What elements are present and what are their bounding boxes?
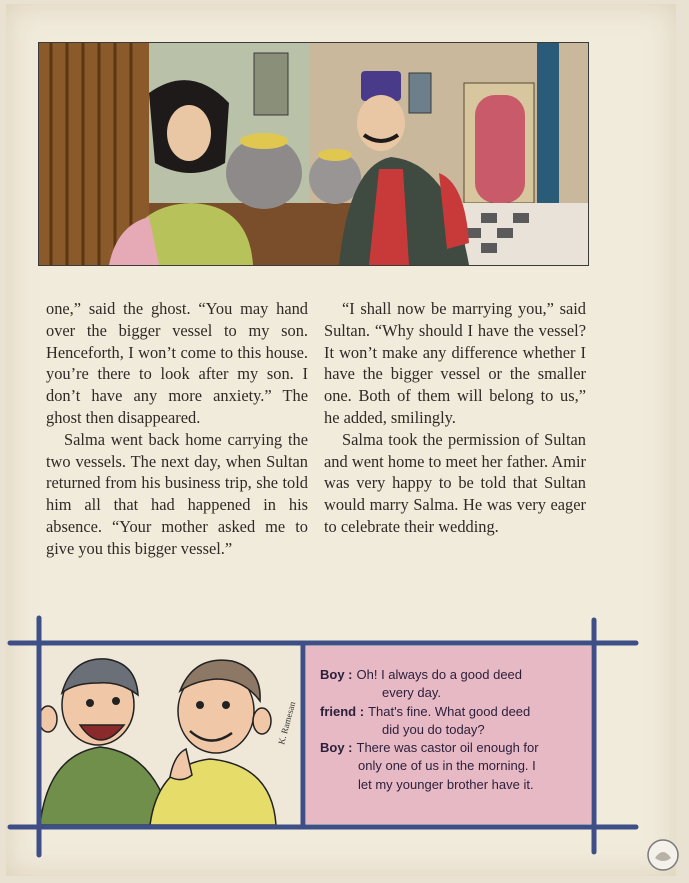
joke-cartoon [40, 645, 302, 825]
story-illustration [38, 42, 589, 266]
joke-line [320, 666, 585, 684]
joke-dialogue: every day. [382, 685, 442, 701]
joke-dialogue: Oh! I always do a good deed [356, 667, 523, 682]
joke-box [306, 646, 591, 824]
joke-speaker: Boy : [320, 667, 353, 682]
story-paragraph: Salma went back home carrying the two vessels. The next day, when Sultan returned from his business trip, she told him all that had happened in his absence. “Your mother asked me to give you this bigger vessel.” [46, 429, 308, 558]
joke-line [320, 703, 585, 721]
joke-speaker: friend : [320, 703, 365, 719]
joke-line [320, 739, 585, 757]
story-column-right [324, 298, 586, 538]
joke-dialogue: There was castor oil enough for [356, 740, 539, 756]
story-column-left [46, 298, 308, 560]
joke-dialogue: did you do today? [382, 721, 485, 737]
joke-dialogue: only one of us in the morning. I [358, 758, 536, 774]
illustration-art [39, 43, 588, 265]
joke-dialogue: let my younger brother have it. [358, 776, 534, 792]
story-paragraph: “I shall now be marrying you,” said Sultan. “Why should I have the vessel? It won’t make any difference whether I have the bigger vessel or the smaller one. Both of them will belong to us,” he added, smilingly. [324, 299, 586, 427]
joke-speaker: Boy : [320, 740, 353, 756]
joke-text [320, 666, 585, 794]
page-badge-icon [646, 838, 680, 872]
story-paragraph: one,” said the ghost. “You may hand over the bigger vessel to my son. Henceforth, I won’t come to this house. you’re there to look after my son. I don’t have any more anxiety.” The ghost then disappeared. [46, 299, 308, 427]
cartoon-art [40, 645, 302, 825]
cartoon-signature: K. Ramesan [276, 700, 298, 746]
story-paragraph: Salma took the permission of Sultan and went home to meet her father. Amir was very happy to be told that Sultan would marry Salma. He was very eager to celebrate their wedding. [324, 429, 586, 536]
joke-dialogue: That's fine. What good deed [368, 703, 531, 719]
